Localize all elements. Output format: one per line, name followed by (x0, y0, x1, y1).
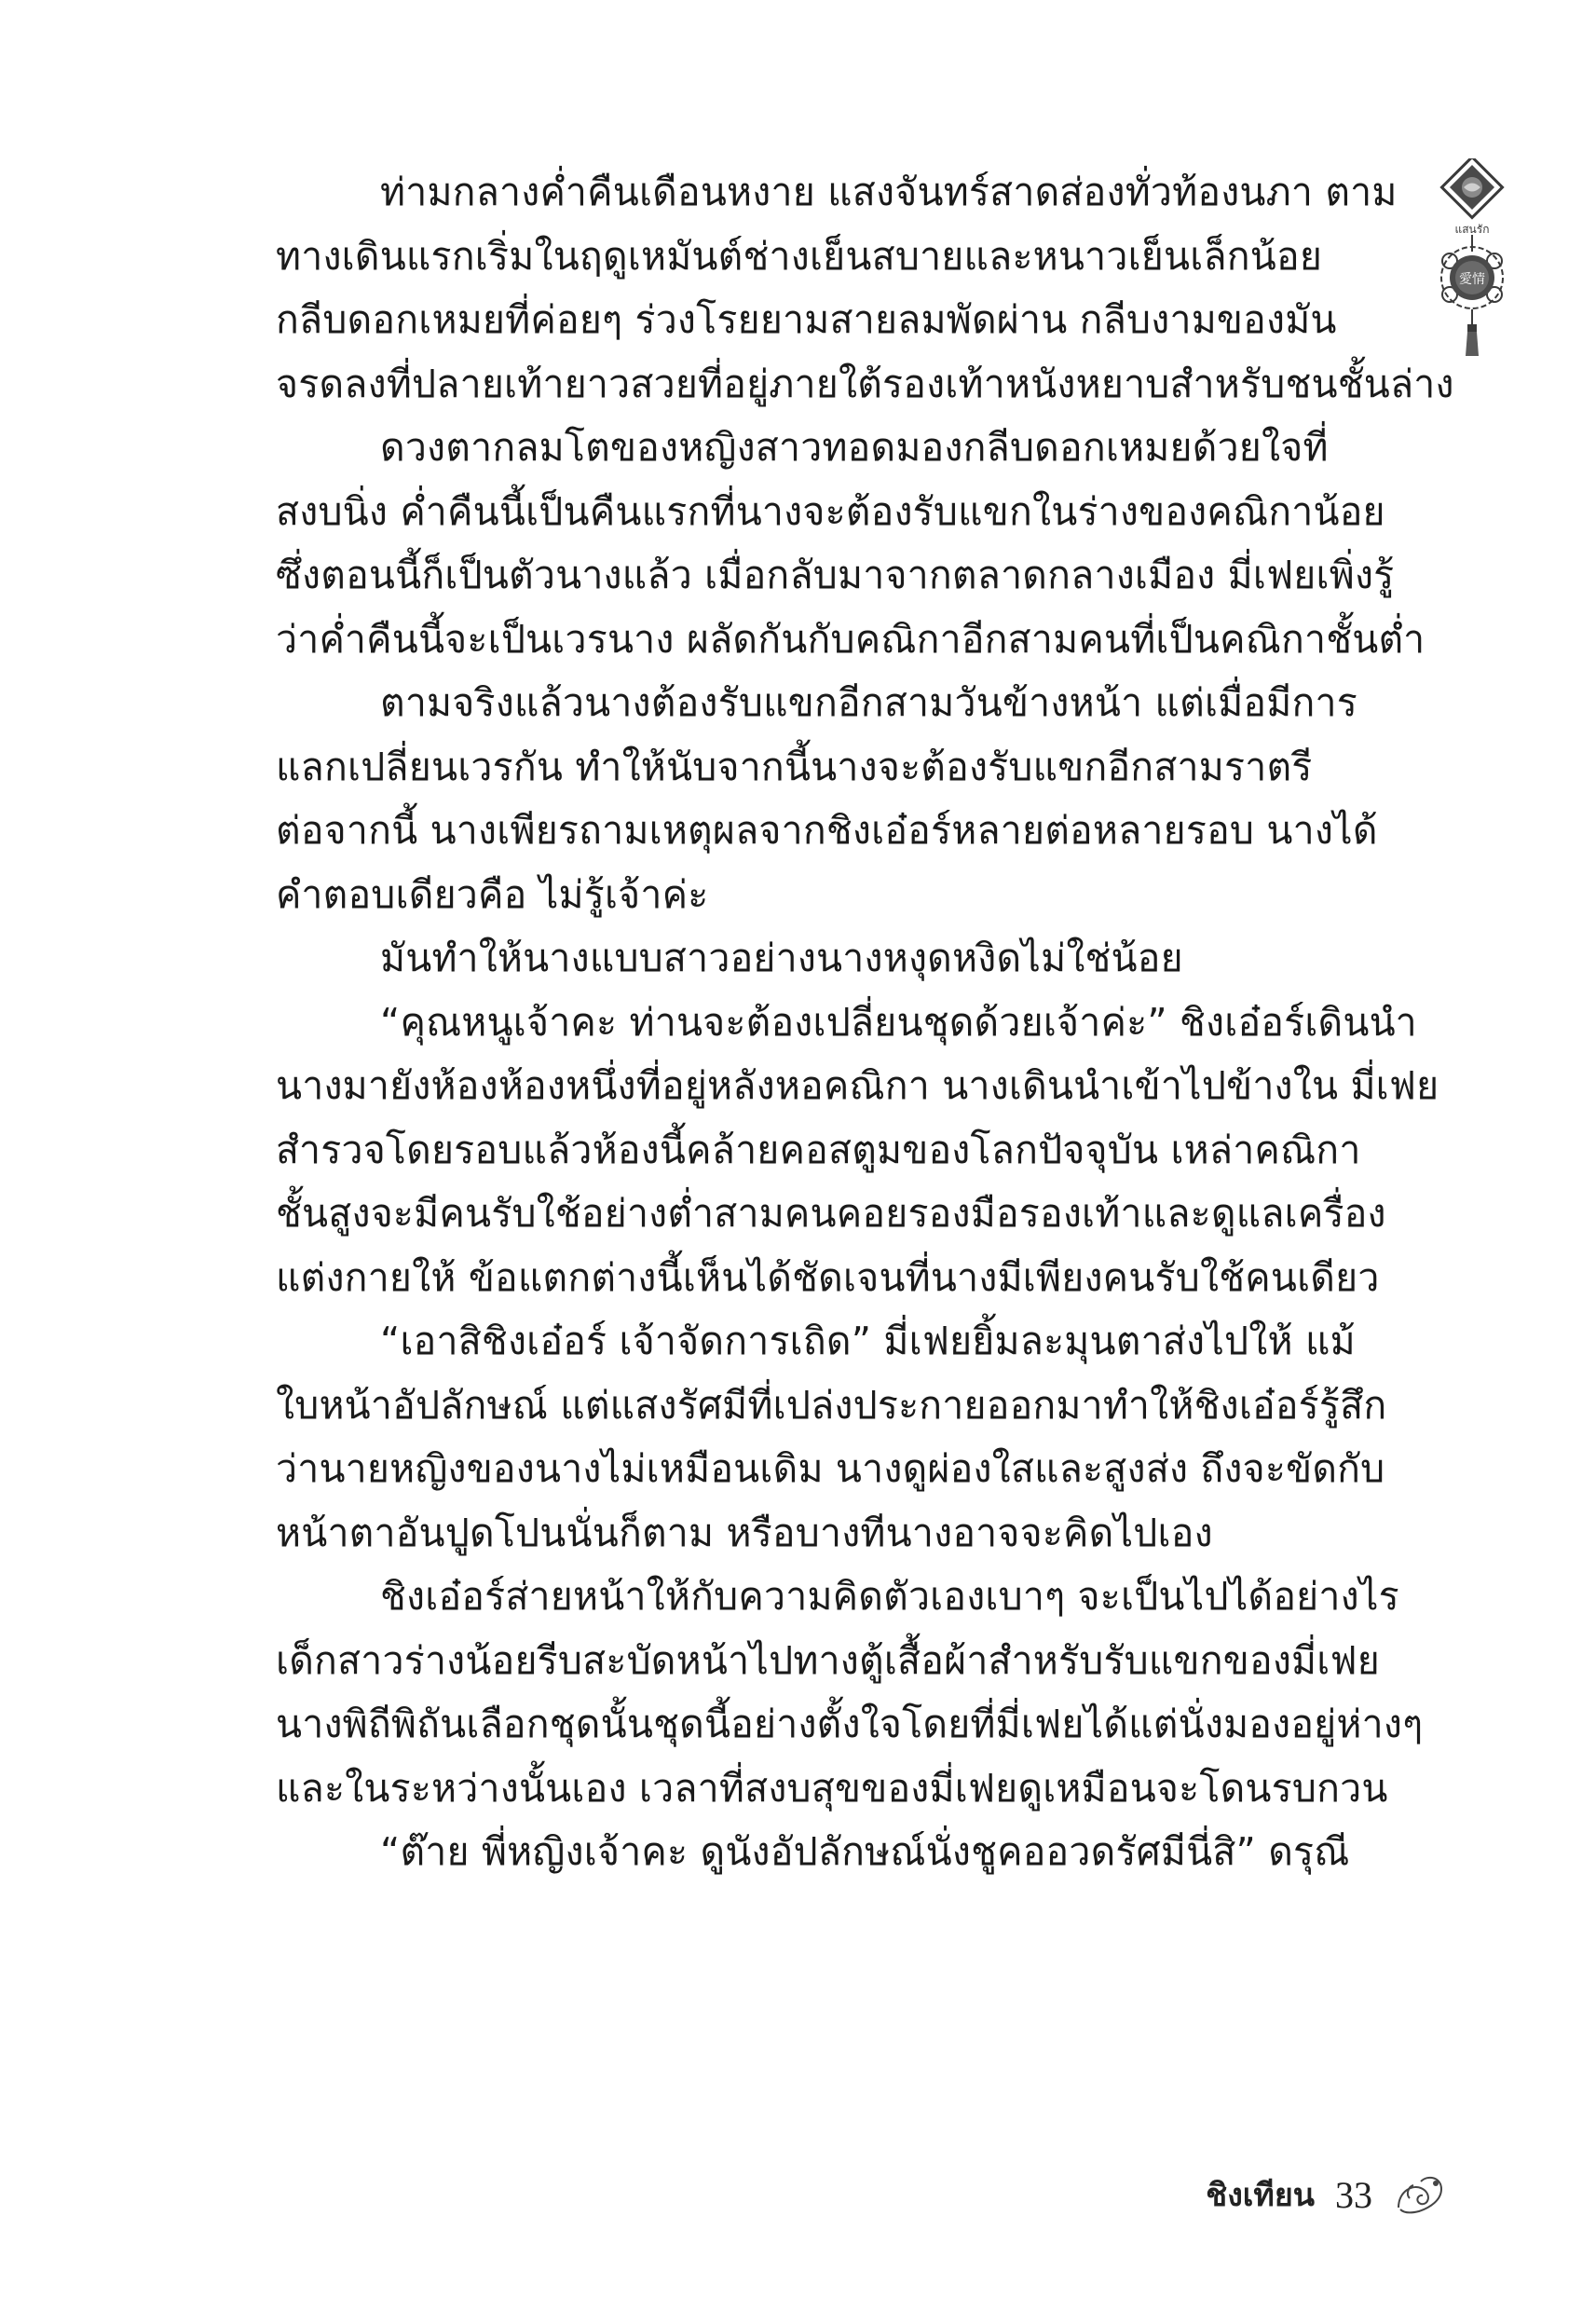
text-line: แต่งกายให้ ข้อแตกต่างนี้เห็นได้ชัดเจนที่นางมีเพียงคนรับใช้คนเดียว (276, 1254, 1380, 1300)
page-footer (1206, 2169, 1447, 2220)
tassel-icon (1466, 309, 1479, 356)
text-line: ท่ามกลางค่ำคืนเดือนหงาย แสงจันทร์สาดส่องทั่วท้องนภา ตาม (380, 170, 1398, 214)
medallion-text: 愛情 (1459, 272, 1485, 287)
text-line: ชิงเอ๋อร์ส่ายหน้าให้กับความคิดตัวเองเบาๆ จะเป็นไปได้อย่างไร (380, 1574, 1399, 1619)
text-line: “เอาสิชิงเอ๋อร์ เจ้าจัดการเถิด” มี่เฟยยิ้มละมุนตาส่งไปให้ แม้ (380, 1319, 1356, 1363)
text-line: หน้าตาอันปูดโปนนั่นก็ตาม หรือบางทีนางอาจจะคิดไปเอง (276, 1510, 1213, 1555)
text-line: เด็กสาวร่างน้อยรีบสะบัดหน้าไปทางตู้เสื้อผ้าสำหรับรับแขกของมี่เฟย (276, 1637, 1380, 1683)
text-line: “คุณหนูเจ้าคะ ท่านจะต้องเปลี่ยนชุดด้วยเจ้าค่ะ” ชิงเอ๋อร์เดินนำ (380, 999, 1417, 1045)
diamond-emblem-icon (1441, 158, 1502, 218)
text-line: จรดลงที่ปลายเท้ายาวสวยที่อยู่ภายใต้รองเท้าหนังหยาบสำหรับชนชั้นล่าง (276, 361, 1454, 406)
text-line: แลกเปลี่ยนเวรกัน ทำให้นับจากนี้นางจะต้องรับแขกอีกสามราตรี (276, 744, 1313, 789)
text-line: ดวงตากลมโตของหญิงสาวทอดมองกลีบดอกเหมยด้วยใจที่ (380, 425, 1329, 470)
text-line: ซึ่งตอนนี้ก็เป็นตัวนางแล้ว เมื่อกลับมาจากตลาดกลางเมือง มี่เฟยเพิ่งรู้ (276, 553, 1395, 597)
text-line: นางมายังห้องห้องหนึ่งที่อยู่หลังหอคณิกา นางเดินนำเข้าไปข้างใน มี่เฟย (276, 1063, 1439, 1108)
text-line: สำรวจโดยรอบแล้วห้องนี้คล้ายคอสตูมของโลกปัจจุบัน เหล่าคณิกา (276, 1127, 1361, 1172)
text-line: กลีบดอกเหมยที่ค่อยๆ ร่วงโรยยามสายลมพัดผ่าน กลีบงามของมัน (276, 297, 1337, 342)
page-number: 33 (1335, 2173, 1372, 2216)
chinese-knot-ornament-icon (1435, 158, 1509, 363)
text-line: นางพิถีพิถันเลือกชุดนั้นชุดนี้อย่างตั้งใจโดยที่มี่เฟยได้แต่นั่งมองอยู่ห่างๆ (276, 1702, 1424, 1746)
text-line: สงบนิ่ง ค่ำคืนนี้เป็นคืนแรกที่นางจะต้องรับแขกในร่างของคณิกาน้อย (276, 488, 1385, 534)
text-line: ทางเดินแรกเริ่มในฤดูเหมันต์ช่างเย็นสบายและหนาวเย็นเล็กน้อย (276, 233, 1323, 279)
text-line: ว่านายหญิงของนางไม่เหมือนเดิม นางดูผ่องใสและสูงส่ง ถึงจะขัดกับ (276, 1446, 1385, 1491)
text-line: ต่อจากนี้ นางเพียรถามเหตุผลจากชิงเอ๋อร์หลายต่อหลายรอบ นางได้ (276, 808, 1378, 853)
swirl-ornament-icon (1393, 2170, 1447, 2219)
text-line: คำตอบเดียวคือ ไม่รู้เจ้าค่ะ (276, 871, 709, 917)
text-line: ชั้นสูงจะมีคนรับใช้อย่างต่ำสามคนคอยรองมือรองเท้าและดูแลเครื่อง (276, 1191, 1386, 1236)
book-title: ชิงเทียน (1206, 2177, 1315, 2214)
body-text (276, 160, 1454, 1884)
text-line: ว่าค่ำคืนนี้จะเป็นเวรนาง ผลัดกันกับคณิกาอีกสามคนที่เป็นคณิกาชั้นต่ำ (276, 616, 1425, 662)
text-line: “ต๊าย พี่หญิงเจ้าคะ ดูนังอัปลักษณ์นั่งชูคออวดรัศมีนี่สิ” ดรุณี (380, 1829, 1350, 1874)
text-line: มันทำให้นางแบบสาวอย่างนางหงุดหงิดไม่ใช่น้อย (380, 936, 1183, 980)
emblem-text: แสนรัก (1454, 223, 1490, 236)
text-line: ใบหน้าอัปลักษณ์ แต่แสงรัศมีที่เปล่งประกายออกมาทำให้ชิงเอ๋อร์รู้สึก (276, 1382, 1387, 1428)
text-line: ตามจริงแล้วนางต้องรับแขกอีกสามวันข้างหน้า แต่เมื่อมีการ (380, 680, 1357, 725)
text-line: และในระหว่างนั้นเอง เวลาที่สงบสุขของมี่เฟยดูเหมือนจะโดนรบกวน (276, 1765, 1388, 1811)
